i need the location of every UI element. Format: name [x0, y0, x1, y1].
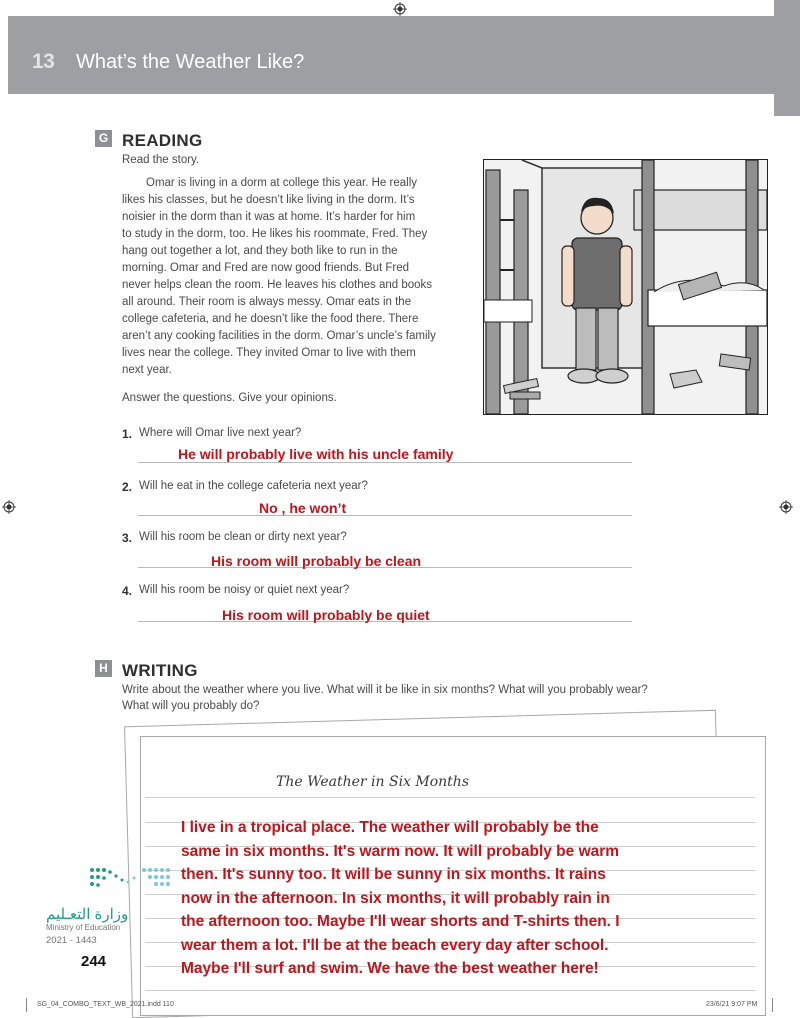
story-line: morning. Omar and Fred are now good friends. But Fred [122, 262, 410, 274]
writing-instruction-line: What will you probably do? [122, 700, 260, 712]
registration-mark-right [779, 500, 793, 514]
answer-text: He will probably live with his uncle family [178, 446, 454, 462]
crop-mark [26, 998, 27, 1012]
unit-title: What’s the Weather Like? [76, 51, 305, 73]
story-line: all around. Their room is always messy. Omar eats in the [122, 296, 412, 308]
essay-line: wear them a lot. I'll be at the beach every day after school. [181, 936, 609, 954]
answer-line [138, 462, 632, 463]
story-line: lives near the college. They invited Omar to live with them [122, 347, 416, 359]
story-line: aren’t any cooking facilities in the dorm. Omar’s uncle’s family [122, 330, 436, 342]
section-letter-h: H [95, 660, 112, 677]
ministry-logo-dots-icon [88, 864, 178, 894]
answer-text: His room will probably be quiet [222, 607, 430, 623]
answer-text: No , he won’t [259, 500, 347, 516]
writing-paper-title: The Weather in Six Months [276, 774, 470, 790]
question-number: 2. [122, 480, 133, 494]
question-text: Will his room be noisy or quiet next year? [139, 584, 350, 596]
story-text [122, 175, 472, 379]
writing-instruction-line: Write about the weather where you live. What will it be like in six months? What will you probably wear? [122, 684, 648, 696]
ministry-name-arabic: وزارة التعـليم [46, 906, 129, 923]
question-number: 4. [122, 584, 133, 598]
registration-mark-left [2, 500, 16, 514]
footer-file-info: SG_04_COMBO_TEXT_WB_2021.indd 110 [37, 1001, 174, 1008]
story-line: next year. [122, 364, 172, 376]
essay-answer [181, 816, 761, 981]
story-line: likes his classes, but he doesn’t like living in the dorm. It’s [122, 194, 415, 206]
crop-mark [772, 998, 773, 1012]
essay-line: same in six months. It's warm now. It will probably be warm [181, 842, 620, 860]
unit-number: 13 [32, 50, 55, 73]
ministry-year: 2021 - 1443 [46, 935, 97, 946]
ruled-line [145, 990, 755, 991]
registration-mark-top [393, 2, 407, 16]
ministry-name-english: Ministry of Education [46, 923, 121, 932]
answer-text: His room will probably be clean [211, 553, 422, 569]
answer-line [138, 515, 632, 516]
page-number: 244 [81, 953, 107, 970]
essay-line: now in the afternoon. In six months, it will probably rain in [181, 889, 610, 907]
question-number: 3. [122, 531, 133, 545]
story-line: noisier in the dorm than it was at home. It’s harder for him [122, 211, 416, 223]
footer-timestamp: 23/6/21 9:07 PM [706, 1001, 758, 1008]
story-line: never helps clean the room. He leaves his clothes and books [122, 279, 433, 291]
question-text: Will his room be clean or dirty next year? [139, 531, 347, 543]
section-letter-g: G [95, 130, 112, 147]
questions-instruction: Answer the questions. Give your opinions. [122, 392, 337, 404]
question-text: Where will Omar live next year? [139, 427, 302, 439]
reading-heading: READING [122, 131, 203, 150]
story-line: to study in the dorm, too. He likes his roommate, Fred. They [122, 228, 428, 240]
essay-line: Maybe I'll surf and swim. We have the best weather here! [181, 960, 599, 977]
story-line: hang out together a lot, and they both like to run in the [122, 245, 398, 257]
dorm-room-illustration [483, 159, 768, 415]
essay-line: then. It's sunny too. It will be sunny in six months. It rains [181, 866, 606, 883]
question-number: 1. [122, 427, 133, 441]
writing-heading: WRITING [122, 661, 198, 680]
unit-header-tab [774, 0, 800, 116]
story-line: Omar is living in a dorm at college this year. He really [146, 177, 417, 189]
reading-instruction: Read the story. [122, 154, 200, 166]
ruled-line [145, 797, 755, 798]
question-text: Will he eat in the college cafeteria next year? [139, 480, 368, 492]
essay-line: I live in a tropical place. The weather will probably be the [181, 819, 599, 836]
essay-line: the afternoon too. Maybe I'll wear shorts and T-shirts then. I [181, 913, 620, 930]
story-line: college cafeteria, and he doesn’t like the food there. There [122, 313, 419, 325]
